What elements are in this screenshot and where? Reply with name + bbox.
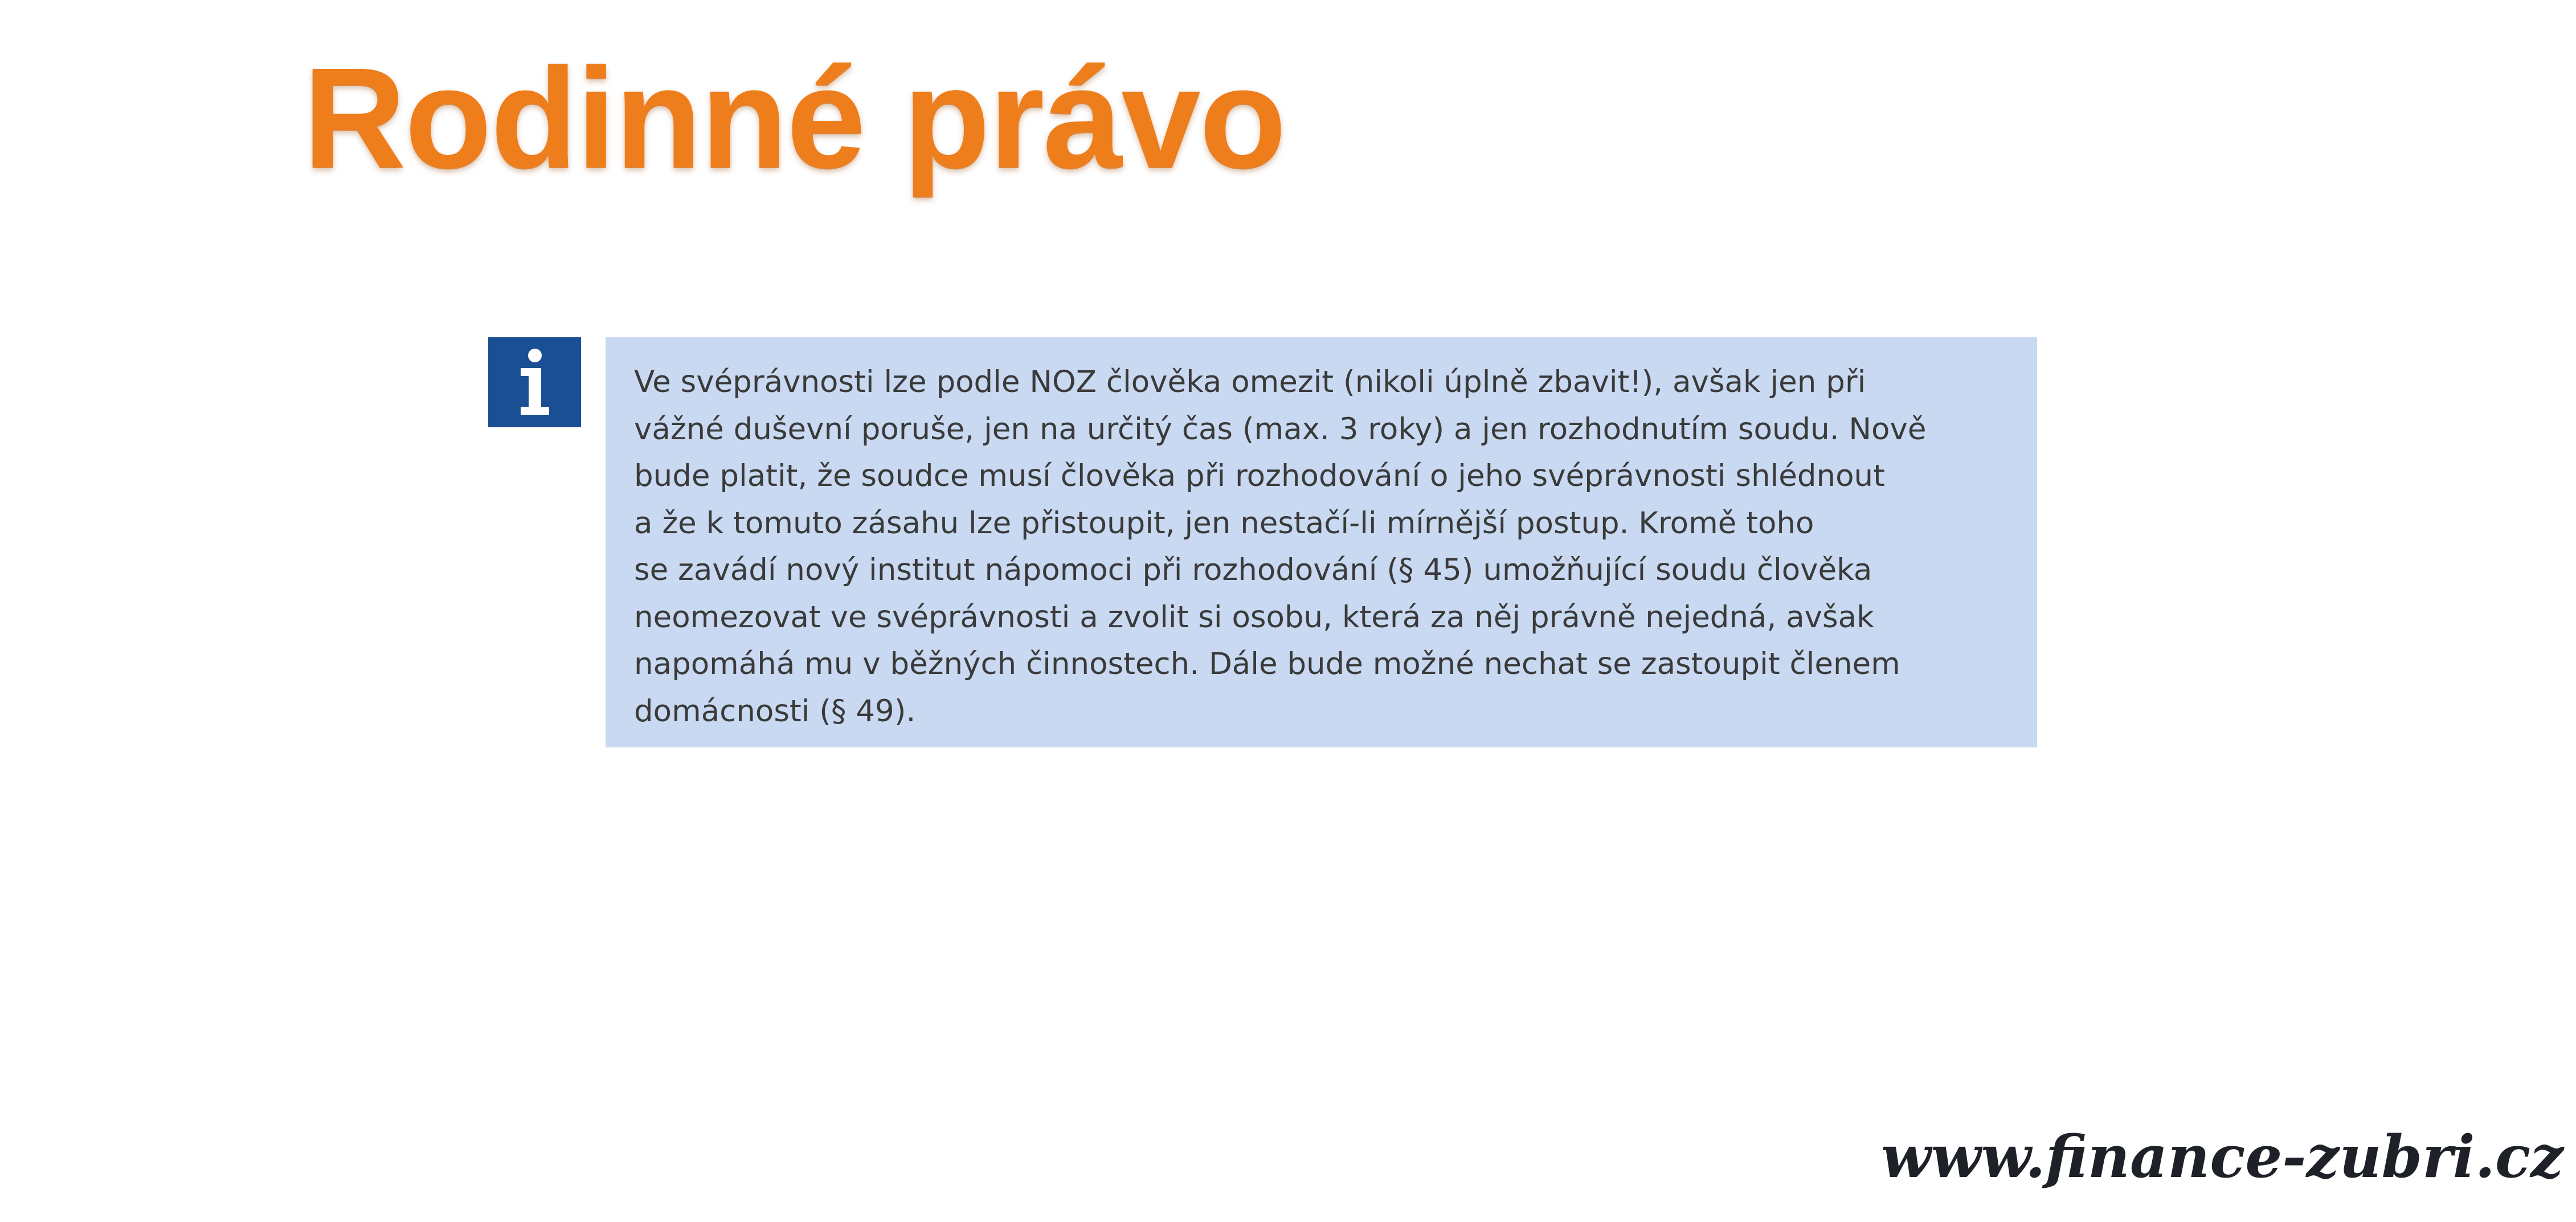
info-line: Ve svéprávnosti lze podle NOZ člověka omezit (nikoli úplně zbavit!), avšak jen při (634, 365, 1866, 399)
website-url: www.finance-zubri.cz (1880, 1123, 2563, 1191)
info-line: bude platit, že soudce musí člověka při rozhodování o jeho svéprávnosti shlédnout (634, 459, 1885, 493)
info-icon (488, 337, 581, 427)
info-line: vážné duševní poruše, jen na určitý čas (max. 3 roky) a jen rozhodnutím soudu. Nově (634, 411, 1927, 447)
info-glyph (515, 349, 555, 416)
info-box (606, 337, 2037, 747)
info-line: a že k tomuto zásahu lze přistoupit, jen nestačí-li mírnější postup. Kromě toho (634, 505, 1814, 541)
info-line: napomáhá mu v běžných činnostech. Dále bude možné nechat se zastoupit členem (634, 647, 1900, 681)
info-line: neomezovat ve svéprávnosti a zvolit si osobu, která za něj právně nejedná, avšak (634, 599, 1874, 635)
slide-title: Rodinné právo (303, 38, 1286, 197)
info-text (634, 359, 2014, 735)
info-line: domácnosti (§ 49). (634, 693, 916, 729)
info-line: se zavádí nový institut nápomoci při rozhodování (§ 45) umožňující soudu člověka (634, 553, 1872, 587)
